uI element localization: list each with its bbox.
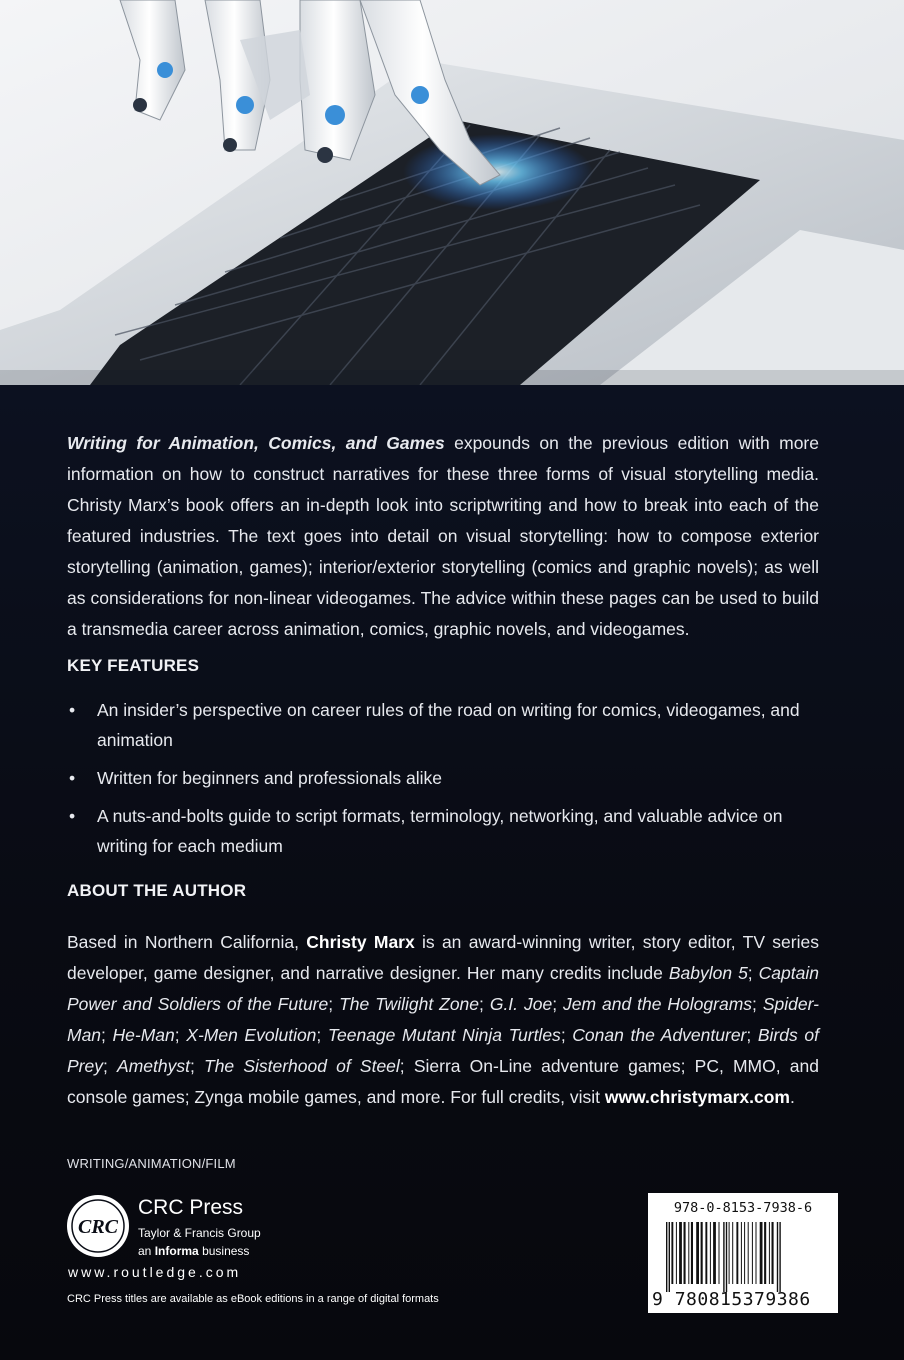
barcode-bar [719,1222,720,1284]
barcode-bar [772,1222,774,1284]
author-bio: Based in Northern California, Christy Marx is an award-winning writer, story editor, TV series developer, game designer, and narrative designer. Her many credits include Babylon 5; Captain Power and Soldiers of the Future; The Twilight Zone; G.I. Joe; Jem and the Holograms; Spider-Man; He-Man; X-Men Evolution; Teenage Mutant Ninja Turtles; Conan the Adventurer; Birds of Prey; Amethyst; The Sisterhood of Steel; Sierra On-Line adventure games; PC, MMO, and console games; Zynga mobile games, and more. For full credits, visit www.christymarx.com. [67,932,819,1107]
feature-text: A nuts-and-bolts guide to script formats, terminology, networking, and valuable advice on writing for each medium [97,806,783,856]
hero-image-robot-hand-on-laptop [0,0,904,385]
barcode-bar [688,1222,689,1284]
credit: The Sisterhood of Steel [204,1056,400,1076]
subject-category: WRITING/ANIMATION/FILM [67,1156,236,1171]
barcode-bar [701,1222,703,1284]
isbn-lead-digit: 9 [652,1289,664,1310]
publisher-url[interactable]: www.routledge.com [68,1264,242,1280]
barcode-bar [777,1222,778,1292]
feature-text: An insider’s perspective on career rules of the road on writing for comics, videogames, and animation [97,700,800,750]
credit: Teenage Mutant Ninja Turtles [327,1025,561,1045]
barcode-bar [741,1222,742,1284]
credit: Birds of Prey [67,1025,819,1076]
list-item [67,763,819,793]
barcode-bar [676,1222,677,1284]
business-suffix: business [202,1244,250,1258]
bullet-icon: • [69,768,76,788]
credit: Conan the Adventurer [572,1025,747,1045]
crc-press-logo [66,1194,130,1258]
about-author-heading: ABOUT THE AUTHOR [67,881,247,900]
barcode-bar [760,1222,763,1284]
list-item [67,695,819,755]
barcode-bar [732,1222,733,1284]
barcode-bar [764,1222,766,1284]
feature-text: Written for beginners and professionals alike [97,768,443,788]
barcode-bar [671,1222,673,1284]
bio-end: . [790,1087,795,1107]
barcode-bar [748,1222,749,1284]
credit: The Twilight Zone [339,994,480,1014]
barcode-bar [679,1222,682,1284]
bullet-icon: • [69,806,76,826]
barcode-bar [726,1222,727,1292]
barcode-bar [744,1222,745,1284]
credit: Jem and the Holograms [563,994,753,1014]
logo-text: CRC [77,1216,119,1238]
ebook-note: CRC Press titles are available as eBook editions in a range of digital formats [67,1293,439,1305]
business-prefix: an [138,1244,152,1258]
bio-roles: is an award-winning writer, story editor, TV series developer, game designer, and narrative designer. Her many credits include [67,932,819,983]
barcode-bar [666,1222,667,1292]
credit: X-Men Evolution [186,1025,317,1045]
credit: Amethyst [117,1056,190,1076]
publisher-business [138,1244,249,1258]
bio-other-credits: Sierra On-Line adventure games; PC, MMO, and console games; Zynga mobile games, and more. For full credits, visit [67,1056,819,1107]
barcode-bar [756,1222,757,1284]
isbn-digits [652,1289,838,1310]
isbn-digit-run: 780815379386 [674,1289,811,1310]
book-title: Writing for Animation, Comics, and Games [67,433,445,453]
barcode-bar [669,1222,670,1292]
credit: Spider-Man [67,994,819,1045]
bio-intro: Based in Northern California, [67,932,299,952]
book-description [67,428,819,645]
publisher-name: CRC Press [138,1196,244,1219]
credit: Babylon 5 [668,963,748,983]
barcode-bar [696,1222,699,1284]
barcode-bar [736,1222,738,1284]
business-bold: Informa [154,1244,199,1258]
barcode-bar [752,1222,753,1284]
isbn-number: 978-0-8153-7938-6 [673,1200,813,1216]
key-features-heading: KEY FEATURES [67,656,200,675]
credit: He-Man [112,1025,175,1045]
book-description-body: expounds on the previous edition with more information on how to construct narratives for these three forms of visual storytelling media. Christy Marx’s book offers an in-depth look into scriptwriting and how to break into each of the featured industries. The text goes into detail on visual storytelling: how to compose exterior storytelling (animation, games); interior/exterior storytelling (comics and graphic novels); as well as considerations for non-linear videogames. The advice within these pages can be used to build a transmedia career across animation, comics, graphic novels, and videogames. [67,433,819,639]
isbn-barcode [648,1193,838,1313]
barcode-bar [705,1222,707,1284]
author-name: Christy Marx [306,932,415,952]
barcode-bar [769,1222,770,1284]
credit: G.I. Joe [489,994,553,1014]
barcode-bar [723,1222,724,1292]
credit: Captain Power and Soldiers of the Future [67,963,819,1014]
barcode-bar [684,1222,686,1284]
barcode-bar [713,1222,716,1284]
barcode-bars [664,1222,832,1292]
barcode-bar [691,1222,693,1284]
author-website-link[interactable]: www.christymarx.com [604,1087,790,1107]
bullet-icon: • [69,700,76,720]
list-item [67,801,819,861]
key-features-list [67,695,819,869]
barcode-bar [729,1222,730,1284]
barcode-bar [710,1222,711,1284]
barcode-bar [779,1222,780,1292]
publisher-group: Taylor & Francis Group [138,1226,261,1240]
